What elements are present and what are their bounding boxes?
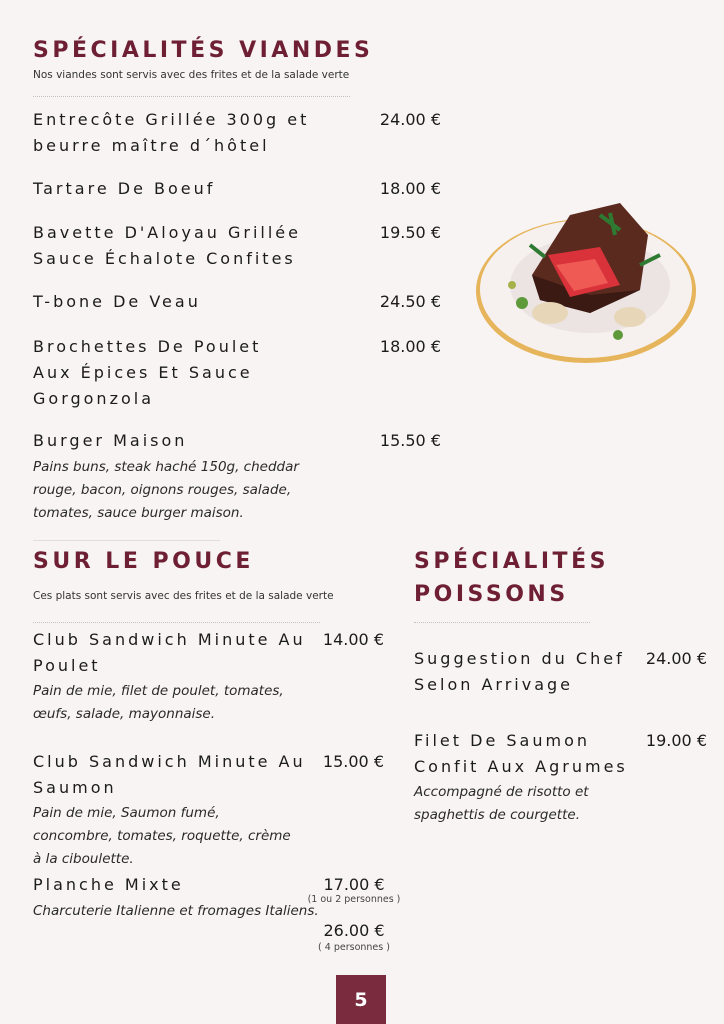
menu-item-name: Brochettes De Poulet Aux Épices Et Sauce Gorgonzola — [33, 337, 262, 408]
menu-item-price: 24.00 € — [645, 649, 707, 668]
section-title-poissons: SPÉCIALITÉS — [414, 549, 609, 574]
menu-item-price: 24.50 € — [379, 292, 441, 311]
menu-item-price: 26.00 € — [323, 921, 385, 940]
menu-item-description: Pain de mie, filet de poulet, tomates, œufs, salade, mayonnaise. — [33, 683, 284, 722]
menu-item-price: 14.00 € — [322, 630, 384, 649]
menu-item-name: Planche Mixte — [33, 875, 184, 894]
price-block — [300, 875, 408, 953]
menu-item-description: Pain de mie, Saumon fumé, concombre, tomates, roquette, crème à la ciboulette. — [33, 805, 291, 867]
section-subtitle-viandes: Nos viandes sont servis avec des frites et de la salade verte — [33, 69, 350, 81]
menu-item-price: 19.00 € — [645, 731, 707, 750]
menu-item-name: Tartare De Boeuf — [33, 179, 216, 198]
price-note: (1 ou 2 personnes ) — [307, 894, 401, 905]
menu-item-name: Filet De Saumon Confit Aux Agrumes — [414, 731, 628, 776]
menu-item-description: Pains buns, steak haché 150g, cheddar rouge, bacon, oignons rouges, salade, tomates, sauce burger maison. — [33, 459, 299, 521]
divider — [414, 622, 590, 623]
section-title-viandes: SPÉCIALITÉS VIANDES — [33, 38, 374, 63]
section-title-poissons-line2: POISSONS — [414, 582, 569, 607]
menu-item-price: 18.00 € — [379, 337, 441, 356]
section-title-pouce: SUR LE POUCE — [33, 549, 254, 574]
divider — [33, 540, 220, 541]
menu-item-name: Entrecôte Grillée 300g et beurre maître d´hôtel — [33, 110, 310, 155]
menu-item-description: Accompagné de risotto et spaghettis de courgette. — [414, 784, 589, 823]
divider — [33, 96, 350, 97]
menu-item-price: 18.00 € — [379, 179, 441, 198]
menu-item-name: Club Sandwich Minute Au Poulet — [33, 630, 306, 675]
menu-item-price: 15.50 € — [379, 431, 441, 450]
menu-item-price: 15.00 € — [322, 752, 384, 771]
section-subtitle-pouce: Ces plats sont servis avec des frites et de la salade verte — [33, 590, 334, 602]
menu-item-name: Burger Maison — [33, 431, 188, 450]
menu-item-name: Bavette D'Aloyau Grillée Sauce Échalote Confites — [33, 223, 301, 268]
menu-item-name: Club Sandwich Minute Au Saumon — [33, 752, 306, 797]
menu-item-price: 19.50 € — [379, 223, 441, 242]
menu-item-name: Suggestion du Chef Selon Arrivage — [414, 649, 625, 694]
menu-item-price: 24.00 € — [379, 110, 441, 129]
divider — [33, 622, 320, 623]
price-note: ( 4 personnes ) — [318, 942, 390, 953]
steak-plate-illustration — [470, 195, 700, 365]
menu-item-name: T-bone De Veau — [33, 292, 201, 311]
page-number: 5 — [336, 975, 386, 1024]
menu-item-price: 17.00 € — [323, 875, 385, 894]
menu-item-description: Charcuterie Italienne et fromages Italiens. — [33, 903, 319, 919]
